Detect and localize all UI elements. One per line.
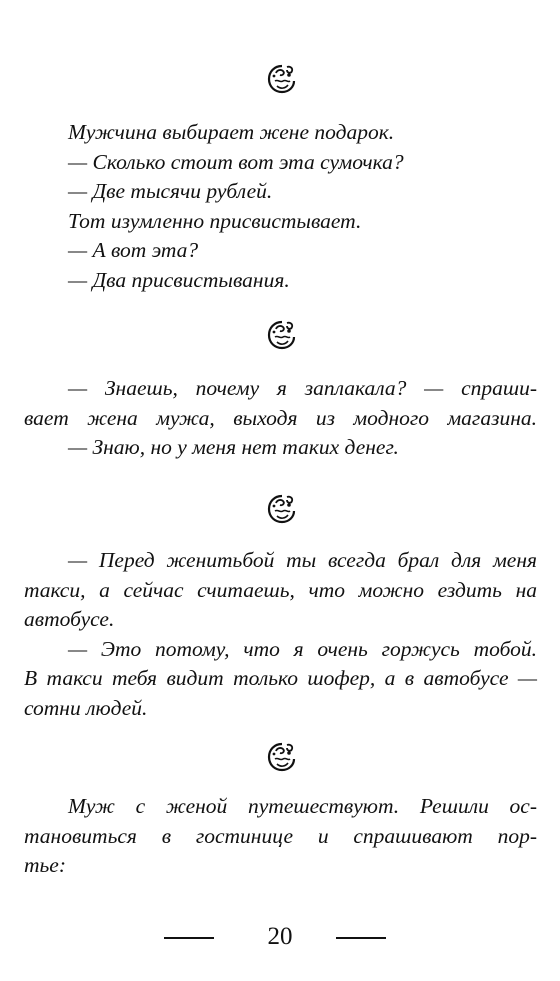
joke-2 bbox=[24, 374, 537, 463]
floral-ornament-icon bbox=[265, 318, 299, 352]
joke-1 bbox=[24, 118, 537, 295]
joke-3-line-1: — Перед женитьбой ты всегда брал для меня bbox=[68, 548, 537, 572]
joke-3-line-6: сотни людей. bbox=[24, 695, 148, 720]
footer-rule-left bbox=[164, 937, 214, 939]
joke-3-line-3: автобусе. bbox=[24, 607, 115, 631]
page-footer bbox=[0, 918, 560, 958]
joke-1-line-3: — Две тысячи рублей. bbox=[68, 179, 273, 203]
page-number: 20 bbox=[267, 923, 293, 950]
joke-4-line-3: тье: bbox=[24, 853, 67, 877]
joke-2-line-2: вает жена мужа, выходя из модного магазина. bbox=[24, 405, 537, 430]
joke-3-line-4: — Это потому, что я очень горжусь тобой. bbox=[68, 636, 537, 661]
joke-3-line-5: В такси тебя видит только шофер, а в автобусе — bbox=[24, 666, 537, 690]
ornament-icon bbox=[265, 740, 299, 774]
floral-ornament-icon bbox=[265, 740, 299, 774]
joke-3 bbox=[24, 546, 537, 723]
joke-2-line-1: — Знаешь, почему я заплакала? — спраши- bbox=[68, 376, 537, 400]
joke-4-line-1: Муж с женой путешествуют. Решили ос- bbox=[68, 794, 537, 818]
joke-4 bbox=[24, 792, 537, 881]
floral-ornament-icon bbox=[265, 492, 299, 526]
joke-2-line-3: — Знаю, но у меня нет таких денег. bbox=[68, 435, 399, 459]
ornament-icon bbox=[265, 318, 299, 352]
floral-ornament-icon bbox=[265, 62, 299, 96]
joke-1-line-6: — Два присвистывания. bbox=[68, 267, 290, 292]
joke-1-line-5: — А вот эта? bbox=[68, 238, 199, 262]
ornament-icon bbox=[265, 492, 299, 526]
ornament-icon bbox=[265, 62, 299, 96]
joke-4-line-2: тановиться в гостинице и спрашивают пор- bbox=[24, 823, 537, 848]
joke-3-line-2: такси, а сейчас считаешь, что можно ездить на bbox=[24, 577, 537, 602]
joke-1-line-4: Тот изумленно присвистывает. bbox=[68, 208, 362, 233]
joke-1-line-1: Мужчина выбирает жене подарок. bbox=[68, 120, 395, 144]
joke-1-line-2: — Сколько стоит вот эта сумочка? bbox=[68, 149, 404, 174]
footer-rule-right bbox=[336, 937, 386, 939]
